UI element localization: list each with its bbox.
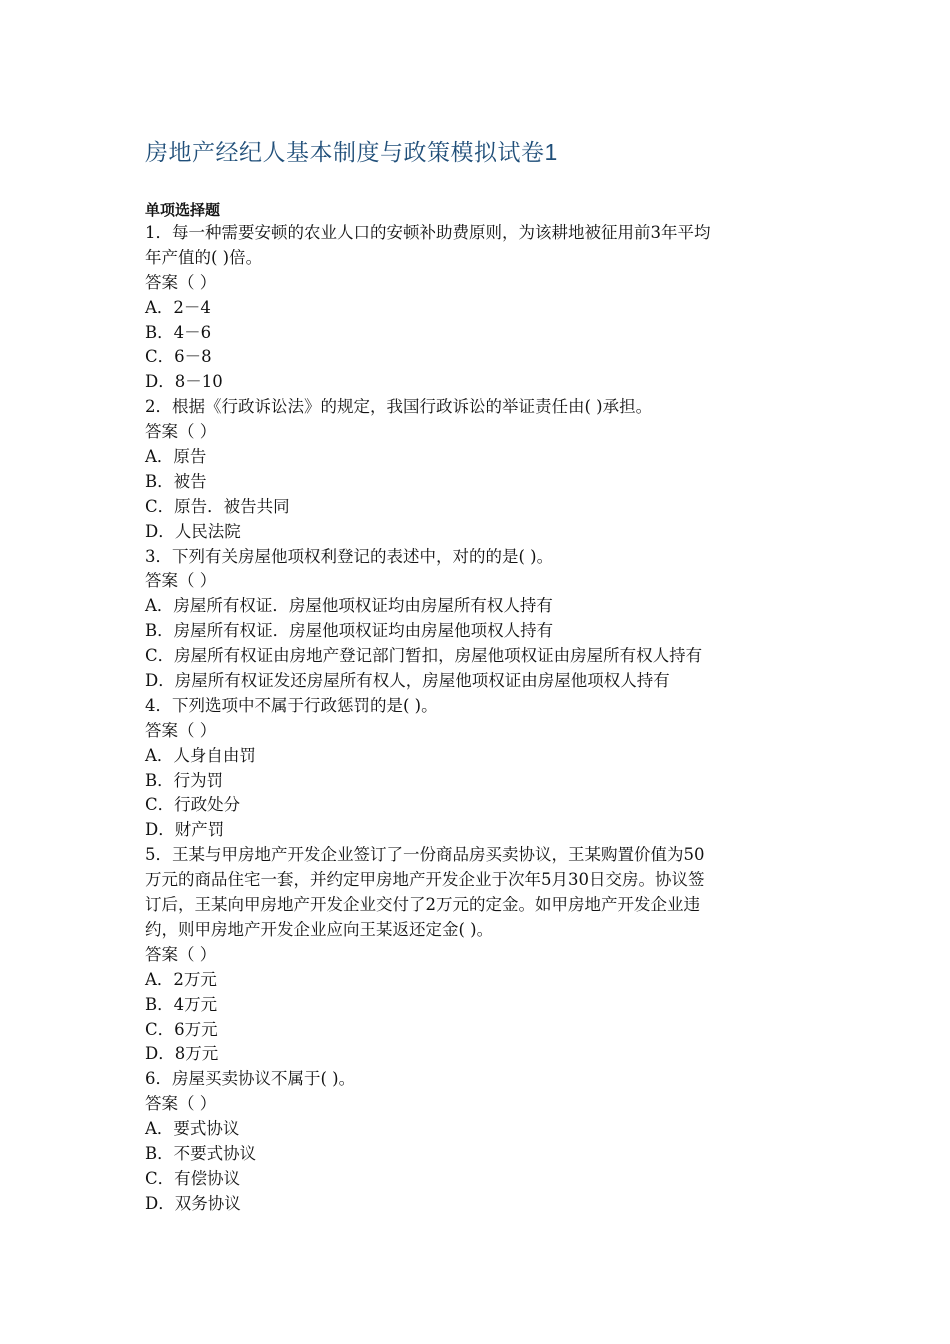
option-a: A．原告 xyxy=(145,447,207,467)
option-a: A．房屋所有权证．房屋他项权证均由房屋所有权人持有 xyxy=(145,596,553,616)
question-stem: 2．根据《行政诉讼法》的规定，我国行政诉讼的举证责任由( )承担。 xyxy=(145,397,653,417)
question-4 xyxy=(145,694,825,843)
option-c: C．房屋所有权证由房地产登记部门暂扣，房屋他项权证由房屋所有权人持有 xyxy=(145,646,703,666)
question-stem: 3．下列有关房屋他项权利登记的表述中，对的的是( )。 xyxy=(145,546,554,566)
question-stem: 1．每一种需要安顿的农业人口的安顿补助费原则，为该耕地被征用前3年平均 xyxy=(145,223,711,242)
option-b: B．被告 xyxy=(145,471,207,491)
option-c: C．行政处分 xyxy=(145,795,241,815)
option-a: A．2－4 xyxy=(145,297,211,317)
section-heading: 单项选择题 xyxy=(145,202,221,219)
option-b: B．4万元 xyxy=(145,994,218,1014)
option-b: B．房屋所有权证．房屋他项权证均由房屋他项权人持有 xyxy=(145,621,554,641)
question-stem: 年产值的( )倍。 xyxy=(145,247,263,267)
question-6 xyxy=(145,1067,825,1216)
question-1 xyxy=(145,221,825,395)
option-d: D．8－10 xyxy=(145,372,223,392)
option-d: D．双务协议 xyxy=(145,1193,241,1213)
option-d: D．8万元 xyxy=(145,1044,219,1064)
answer-label: 答案（ ） xyxy=(145,720,217,740)
option-a: A．2万元 xyxy=(145,969,217,989)
option-d: D．人民法院 xyxy=(145,521,241,541)
option-d: D．财产罚 xyxy=(145,820,225,840)
option-c: C．6－8 xyxy=(145,347,212,367)
question-5 xyxy=(145,843,825,1067)
question-stem: 6．房屋买卖协议不属于( )。 xyxy=(145,1069,356,1089)
question-stem: 约，则甲房地产开发企业应向王某返还定金( )。 xyxy=(145,919,494,939)
answer-label: 答案（ ） xyxy=(145,422,217,442)
option-c: C．原告．被告共同 xyxy=(145,496,290,516)
document-title: 房地产经纪人基本制度与政策模拟试卷1 xyxy=(145,139,558,165)
option-b: B．不要式协议 xyxy=(145,1143,257,1163)
option-b: B．4－6 xyxy=(145,322,212,342)
question-3 xyxy=(145,545,825,694)
question-stem: 万元的商品住宅一套，并约定甲房地产开发企业于次年5月30日交房。协议签 xyxy=(145,870,705,890)
question-list xyxy=(145,221,825,1217)
answer-label: 答案（ ） xyxy=(145,1094,217,1114)
option-a: A．要式协议 xyxy=(145,1119,240,1139)
question-stem: 4．下列选项中不属于行政惩罚的是( )。 xyxy=(145,695,438,715)
question-stem: 5．王某与甲房地产开发企业签订了一份商品房买卖协议，王某购置价值为50 xyxy=(145,845,705,865)
question-2 xyxy=(145,395,825,544)
question-stem: 订后，王某向甲房地产开发企业交付了2万元的定金。如甲房地产开发企业违 xyxy=(145,895,700,915)
answer-label: 答案（ ） xyxy=(145,272,217,292)
answer-label: 答案（ ） xyxy=(145,571,217,591)
answer-label: 答案（ ） xyxy=(145,944,217,964)
option-a: A．人身自由罚 xyxy=(145,745,256,765)
option-c: C．6万元 xyxy=(145,1019,218,1039)
option-c: C．有偿协议 xyxy=(145,1168,241,1188)
option-b: B．行为罚 xyxy=(145,770,224,790)
option-d: D．房屋所有权证发还房屋所有权人，房屋他项权证由房屋他项权人持有 xyxy=(145,671,670,691)
